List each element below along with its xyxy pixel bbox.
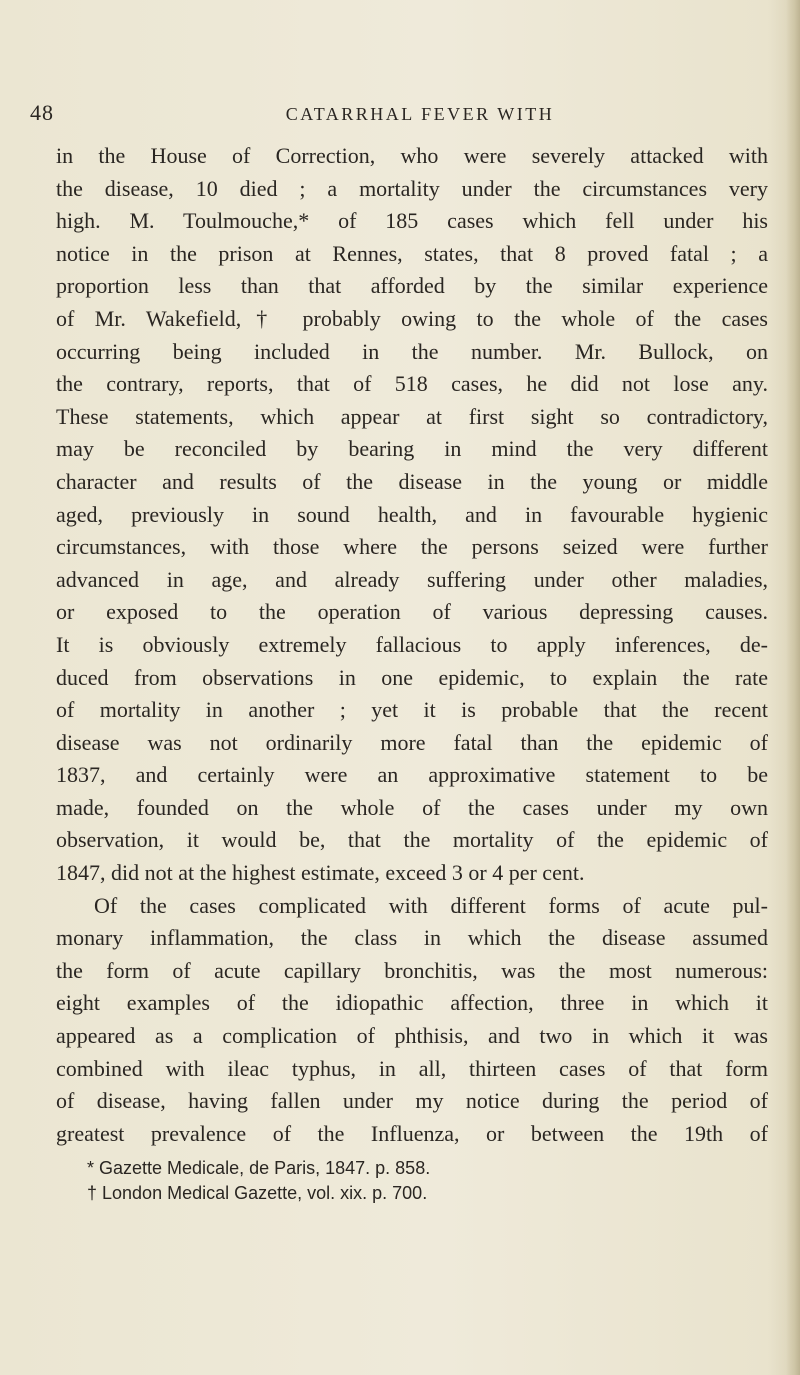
text-line: notice in the prison at Rennes, states, that 8 proved fatal ; a [56,240,768,266]
text-line: of disease, having fallen under my notice during the period of [56,1088,768,1114]
text-line: in the House of Correction, who were severely attacked with [56,143,768,168]
body-text [56,140,768,1150]
footnote: * Gazette Medicale, de Paris, 1847. p. 858. [87,1158,431,1178]
page-number: 48 [30,100,54,125]
text-line: disease was not ordinarily more fatal than the epidemic of [56,729,768,755]
text-line: occurring being included in the number. Mr. Bullock, on [56,338,768,364]
text-line: of Mr. Wakefield,† probably owing to the whole of the cases [56,305,768,331]
text-line: made, founded on the whole of the cases under my own [56,794,768,820]
text-line: monary inflammation, the class in which the disease assumed [56,925,768,951]
text-line: of mortality in another ; yet it is probable that the recent [56,697,768,723]
text-line: or exposed to the operation of various depressing causes. [56,599,768,625]
text-line: 1847, did not at the highest estimate, exceed 3 or 4 per cent. [56,860,585,886]
running-title: CATARRHAL FEVER WITH [285,104,555,124]
text-line: the disease, 10 died ; a mortality under the circumstances very [56,175,768,201]
text-line: greatest prevalence of the Influenza, or between the 19th of [56,1120,768,1146]
text-line: may be reconciled by bearing in mind the very different [56,436,768,462]
text-line: eight examples of the idiopathic affection, three in which it [56,990,768,1016]
text-line: It is obviously extremely fallacious to apply inferences, de- [56,631,768,657]
text-line: the form of acute capillary bronchitis, was the most numerous: [56,957,768,983]
text-line: advanced in age, and already suffering under other maladies, [56,566,768,592]
footnote: † London Medical Gazette, vol. xix. p. 700. [87,1183,428,1203]
footnotes [0,1156,800,1206]
text-line: observation, it would be, that the mortality of the epidemic of [56,827,768,853]
text-line: These statements, which appear at first sight so contradictory, [56,403,768,429]
text-line: the contrary, reports, that of 518 cases, he did not lose any. [56,371,768,397]
text-line: 1837, and certainly were an approximative statement to be [56,762,768,788]
text-line: aged, previously in sound health, and in favourable hygienic [56,501,768,527]
text-line: appeared as a complication of phthisis, and two in which it was [56,1023,768,1049]
paragraph-first-line: Of the cases complicated with different forms of acute pul- [94,892,768,918]
text-line: high. M. Toulmouche,* of 185 cases which fell under his [56,208,768,234]
text-line: proportion less than that afforded by the similar experience [56,273,768,299]
text-line: character and results of the disease in the young or middle [56,468,768,494]
text-line: circumstances, with those where the persons seized were further [56,534,768,560]
text-line: combined with ileac typhus, in all, thirteen cases of that form [56,1055,768,1081]
text-line: duced from observations in one epidemic, to explain the rate [56,664,768,690]
